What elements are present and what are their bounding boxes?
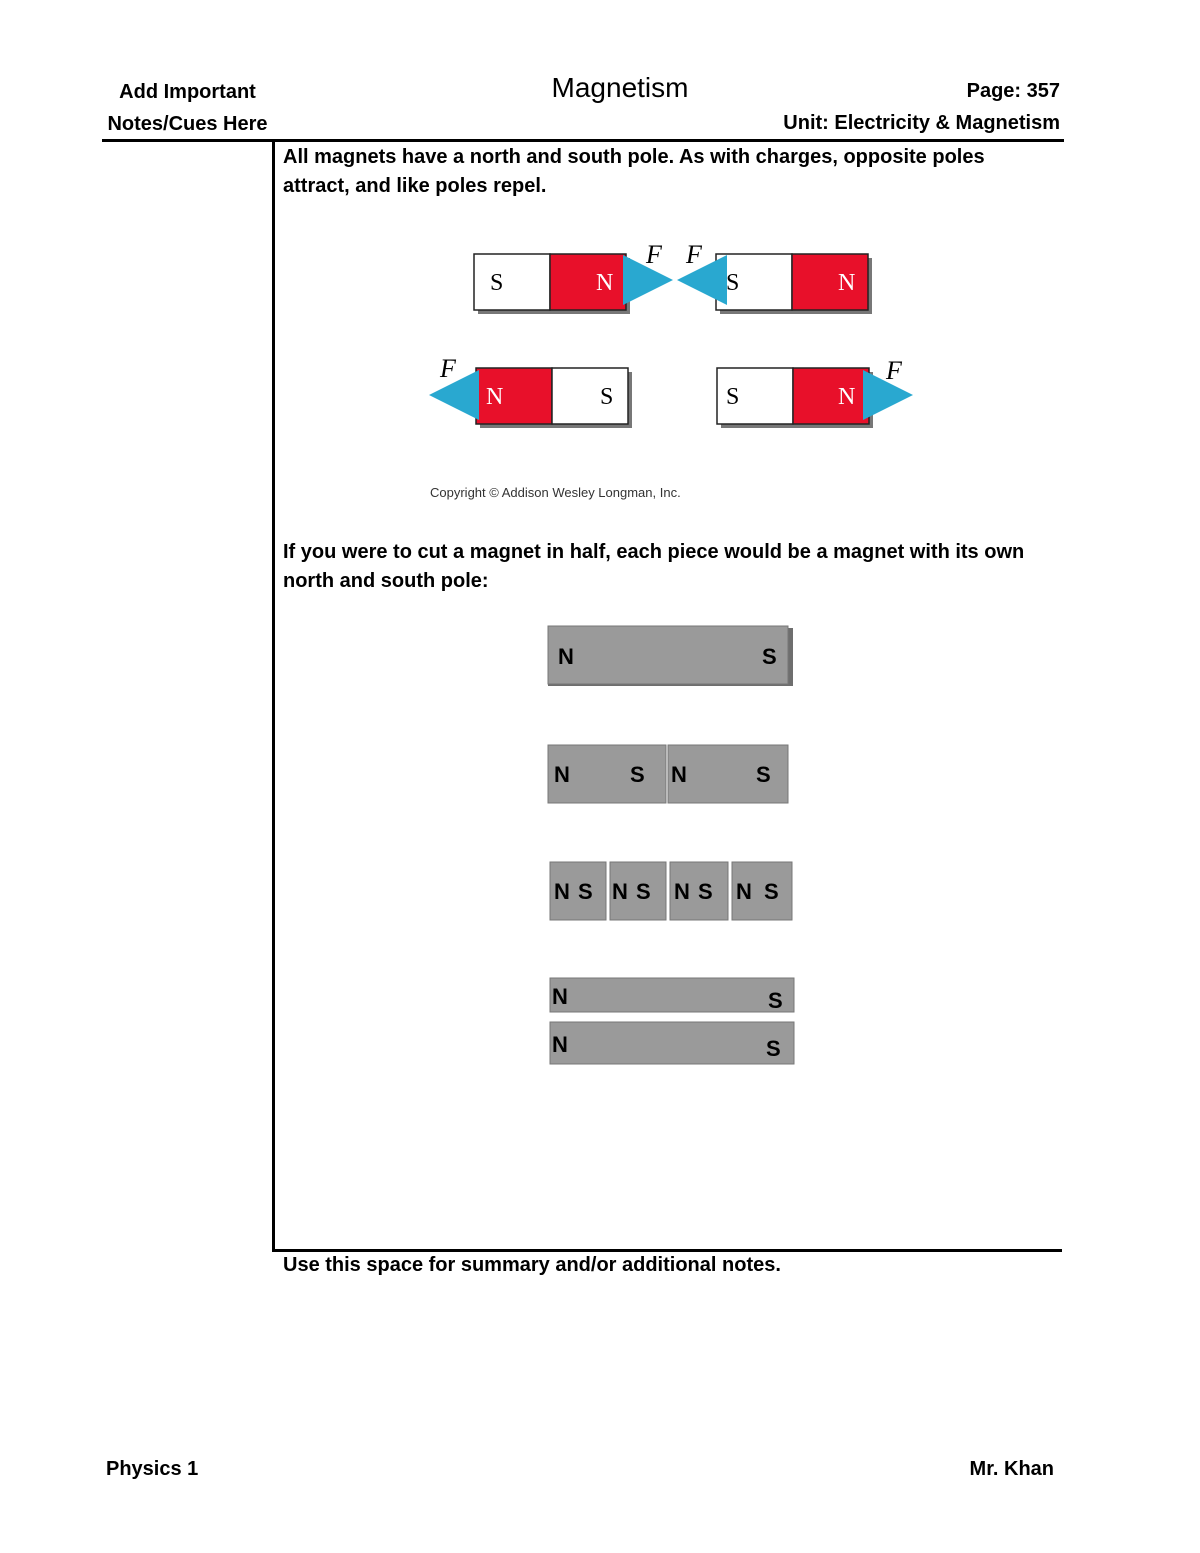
quarter-2-north: N: [612, 879, 628, 904]
magnet-1a: [474, 254, 630, 314]
notes-cue-line1: Add Important: [119, 81, 256, 103]
force-label-2a: F: [440, 354, 456, 383]
magnet-2a-north-label: N: [486, 384, 504, 410]
quarter-1-south: S: [578, 879, 593, 904]
unit-label: Unit: Electricity & Magnetism: [783, 112, 1060, 134]
whole-magnet-north: N: [558, 644, 574, 669]
quarter-2-south: S: [636, 879, 651, 904]
magnet-1a-south-label: S: [490, 270, 504, 296]
page-number: Page: 357: [966, 80, 1060, 102]
magnet-2b-south-label: S: [726, 384, 740, 410]
halved-magnet: [548, 745, 788, 803]
footer-course: Physics 1: [106, 1458, 199, 1480]
figure-copyright: Copyright © Addison Wesley Longman, Inc.: [430, 485, 681, 500]
whole-magnet: [548, 626, 793, 686]
quarter-4-south: S: [764, 879, 779, 904]
magnet-2a: [476, 368, 632, 428]
force-label-2b: F: [886, 356, 902, 385]
footer-teacher: Mr. Khan: [969, 1458, 1054, 1480]
cue-column-rule: [272, 139, 275, 1252]
half-1-north: N: [554, 762, 570, 787]
summary-prompt: Use this space for summary and/or additional notes.: [283, 1254, 781, 1276]
half-2-north: N: [671, 762, 687, 787]
magnet-2a-south-label: S: [600, 384, 614, 410]
paragraph-poles: All magnets have a north and south pole. As with charges, opposite poles attract, and like poles repel.: [283, 146, 985, 197]
half-1-south: S: [630, 762, 645, 787]
magnet-1b-north-label: N: [838, 270, 856, 296]
magnet-1b-south-label: S: [726, 270, 740, 296]
strip-2-south: S: [766, 1036, 781, 1061]
page-title: Magnetism: [551, 72, 689, 103]
quarter-1-north: N: [554, 879, 570, 904]
quartered-magnet: [550, 862, 792, 920]
quarter-4-north: N: [736, 879, 752, 904]
whole-magnet-south: S: [762, 644, 777, 669]
quarter-3-north: N: [674, 879, 690, 904]
magnet-2b: [717, 368, 873, 428]
header-rule: [102, 139, 1064, 142]
strip-2-north: N: [552, 1032, 568, 1057]
half-2-south: S: [756, 762, 771, 787]
cut-magnet-figure: [540, 620, 810, 1080]
magnet-1a-north-label: N: [596, 270, 614, 296]
strip-1-south: S: [768, 988, 783, 1013]
strip-1-north: N: [552, 984, 568, 1009]
split-lengthwise-magnet: [550, 978, 794, 1064]
force-label-1b: F: [686, 240, 702, 269]
attract-repel-figure: [420, 235, 930, 445]
magnet-1b: [716, 254, 872, 314]
notes-cue-line2: Notes/Cues Here: [107, 113, 268, 135]
magnet-2b-north-label: N: [838, 384, 856, 410]
force-label-1a: F: [646, 240, 662, 269]
paragraph-cut-magnet: If you were to cut a magnet in half, each piece would be a magnet with its own north and south pole:: [283, 541, 1025, 592]
quarter-3-south: S: [698, 879, 713, 904]
